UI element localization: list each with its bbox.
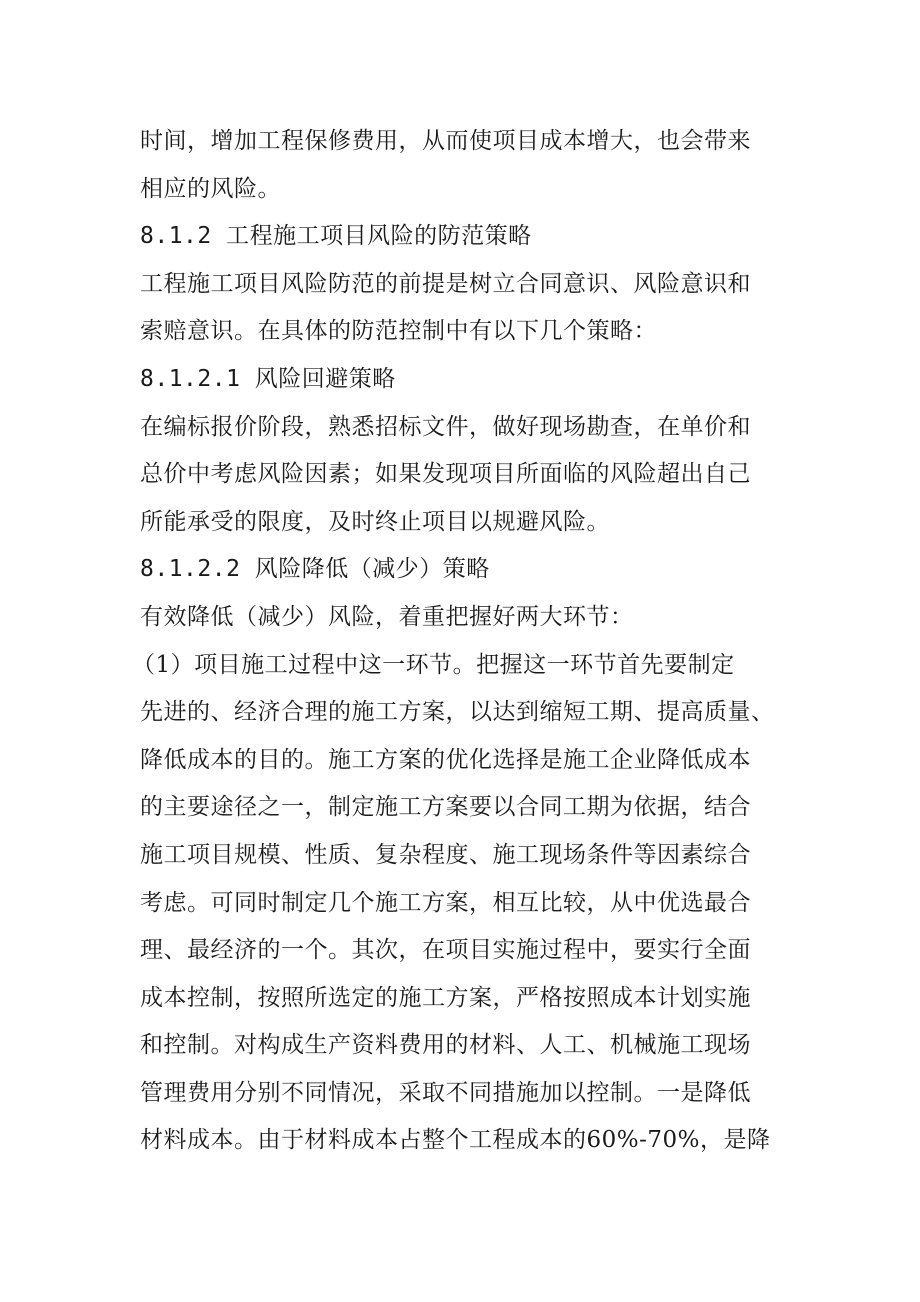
paragraph-line: 相应的风险。 [140, 175, 281, 202]
paragraph-line: 施工项目规模、性质、复杂程度、施工现场条件等因素综合 [140, 841, 751, 868]
paragraph-line: 在编标报价阶段，熟悉招标文件，做好现场勘查，在单价和 [140, 413, 751, 440]
paragraph-line: 总价中考虑风险因素；如果发现项目所面临的风险超出自己 [140, 461, 751, 488]
section-heading-8-1-2: 8.1.2 工程施工项目风险的防范策略 [140, 223, 532, 250]
paragraph-line: 考虑。可同时制定几个施工方案，相互比较，从中优选最合 [140, 889, 751, 916]
paragraph-line: 成本控制，按照所选定的施工方案，严格按照成本计划实施 [140, 984, 751, 1011]
paragraph-line: 降低成本的目的。施工方案的优化选择是施工企业降低成本 [140, 746, 751, 773]
paragraph-line: 的主要途径之一，制定施工方案要以合同工期为依据，结合 [140, 794, 751, 821]
section-heading-8-1-2-2: 8.1.2.2 风险降低（减少）策略 [140, 556, 490, 583]
paragraph-line: 时间，增加工程保修费用，从而使项目成本增大，也会带来 [140, 128, 751, 154]
list-item-line: （1）项目施工过程中这一环节。把握这一环节首先要制定 [132, 651, 735, 678]
document-body [132, 118, 790, 1165]
paragraph-line: 所能承受的限度，及时终止项目以规避风险。 [140, 508, 610, 535]
paragraph-line: 索赔意识。在具体的防范控制中有以下几个策略： [140, 318, 657, 345]
paragraph-line: 管理费用分别不同情况，采取不同措施加以控制。一是降低 [140, 1079, 751, 1106]
paragraph-line: 材料成本。由于材料成本占整个工程成本的60%-70%，是降 [140, 1127, 771, 1154]
paragraph-line: 工程施工项目风险防范的前提是树立合同意识、风险意识和 [140, 270, 751, 297]
paragraph-line: 先进的、经济合理的施工方案，以达到缩短工期、提高质量、 [140, 699, 775, 726]
paragraph-line: 和控制。对构成生产资料费用的材料、人工、机械施工现场 [140, 1032, 751, 1059]
paragraph-line: 理、最经济的一个。其次，在项目实施过程中，要实行全面 [140, 937, 751, 964]
section-heading-8-1-2-1: 8.1.2.1 风险回避策略 [140, 365, 396, 392]
paragraph-line: 有效降低（减少）风险，着重把握好两大环节： [140, 603, 634, 630]
